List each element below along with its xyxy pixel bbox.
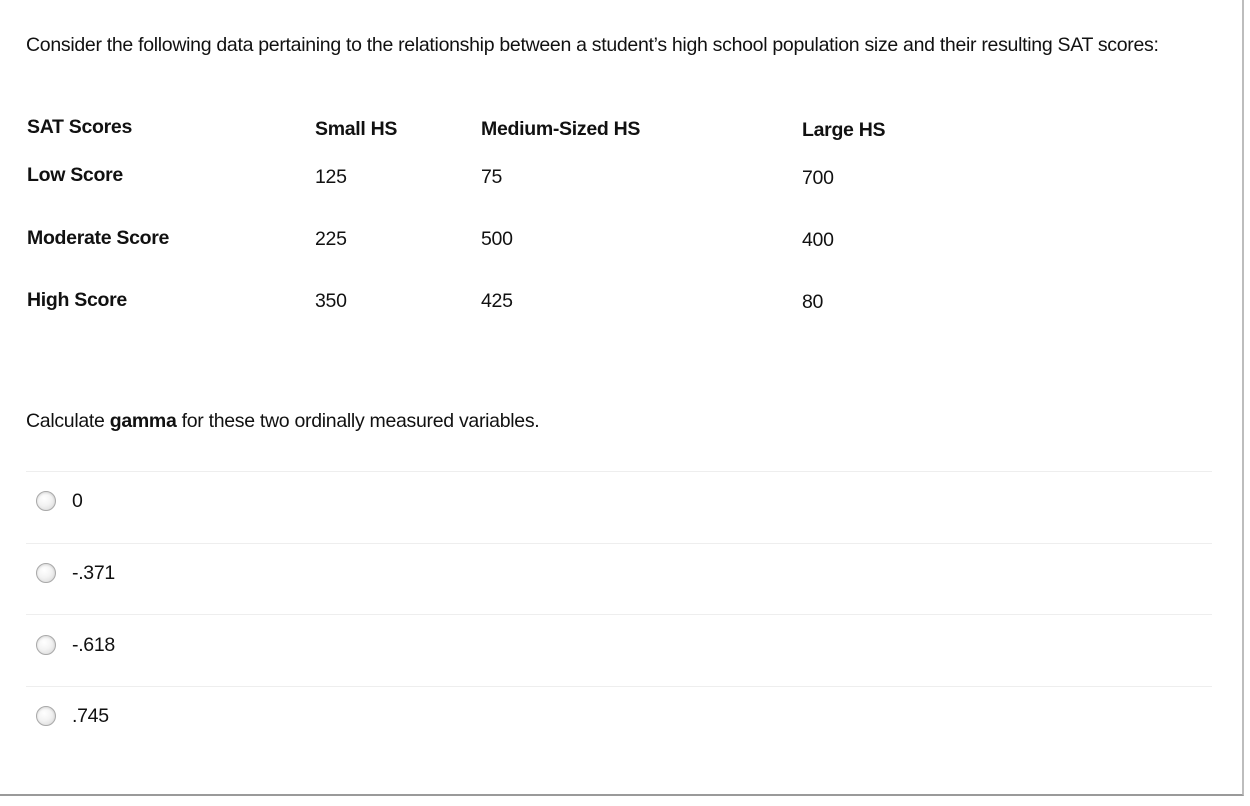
question-intro: Consider the following data pertaining to the relationship between a student’s high school population size and their resulting SAT scores: xyxy=(26,34,1159,56)
cell-low-medium: 75 xyxy=(481,166,503,188)
row-label-moderate-score: Moderate Score xyxy=(27,227,170,249)
answer-option-3[interactable] xyxy=(36,632,115,658)
option-divider xyxy=(26,686,1212,687)
header-large-hs: Large HS xyxy=(802,119,886,141)
radio-button[interactable] xyxy=(36,635,56,655)
answer-option-2[interactable] xyxy=(36,560,115,586)
cell-moderate-large: 400 xyxy=(802,229,834,251)
cell-moderate-medium: 500 xyxy=(481,228,513,250)
cell-low-large: 700 xyxy=(802,167,834,189)
header-small-hs: Small HS xyxy=(315,118,398,140)
answer-option-label: .745 xyxy=(72,704,109,727)
cell-high-medium: 425 xyxy=(481,290,513,312)
row-label-low-score: Low Score xyxy=(27,164,123,186)
answer-option-label: -.371 xyxy=(72,561,115,584)
cell-low-small: 125 xyxy=(315,166,347,188)
option-divider xyxy=(26,543,1212,544)
radio-button[interactable] xyxy=(36,563,56,583)
option-divider xyxy=(26,471,1212,472)
row-label-high-score: High Score xyxy=(27,289,127,311)
question-prompt xyxy=(26,410,539,433)
option-divider xyxy=(26,614,1212,615)
answer-option-label: 0 xyxy=(72,489,83,512)
answer-option-1[interactable] xyxy=(36,488,83,514)
radio-button[interactable] xyxy=(36,706,56,726)
prompt-text-after: for these two ordinally measured variables. xyxy=(176,410,540,432)
answer-option-4[interactable] xyxy=(36,703,109,729)
radio-button[interactable] xyxy=(36,491,56,511)
answer-option-label: -.618 xyxy=(72,633,115,656)
cell-high-large: 80 xyxy=(802,291,824,313)
header-sat-scores: SAT Scores xyxy=(27,116,133,138)
prompt-text-before: Calculate xyxy=(26,410,110,432)
cell-moderate-small: 225 xyxy=(315,228,347,250)
cell-high-small: 350 xyxy=(315,290,347,312)
header-medium-hs: Medium-Sized HS xyxy=(481,118,641,140)
prompt-bold-term: gamma xyxy=(109,410,177,432)
